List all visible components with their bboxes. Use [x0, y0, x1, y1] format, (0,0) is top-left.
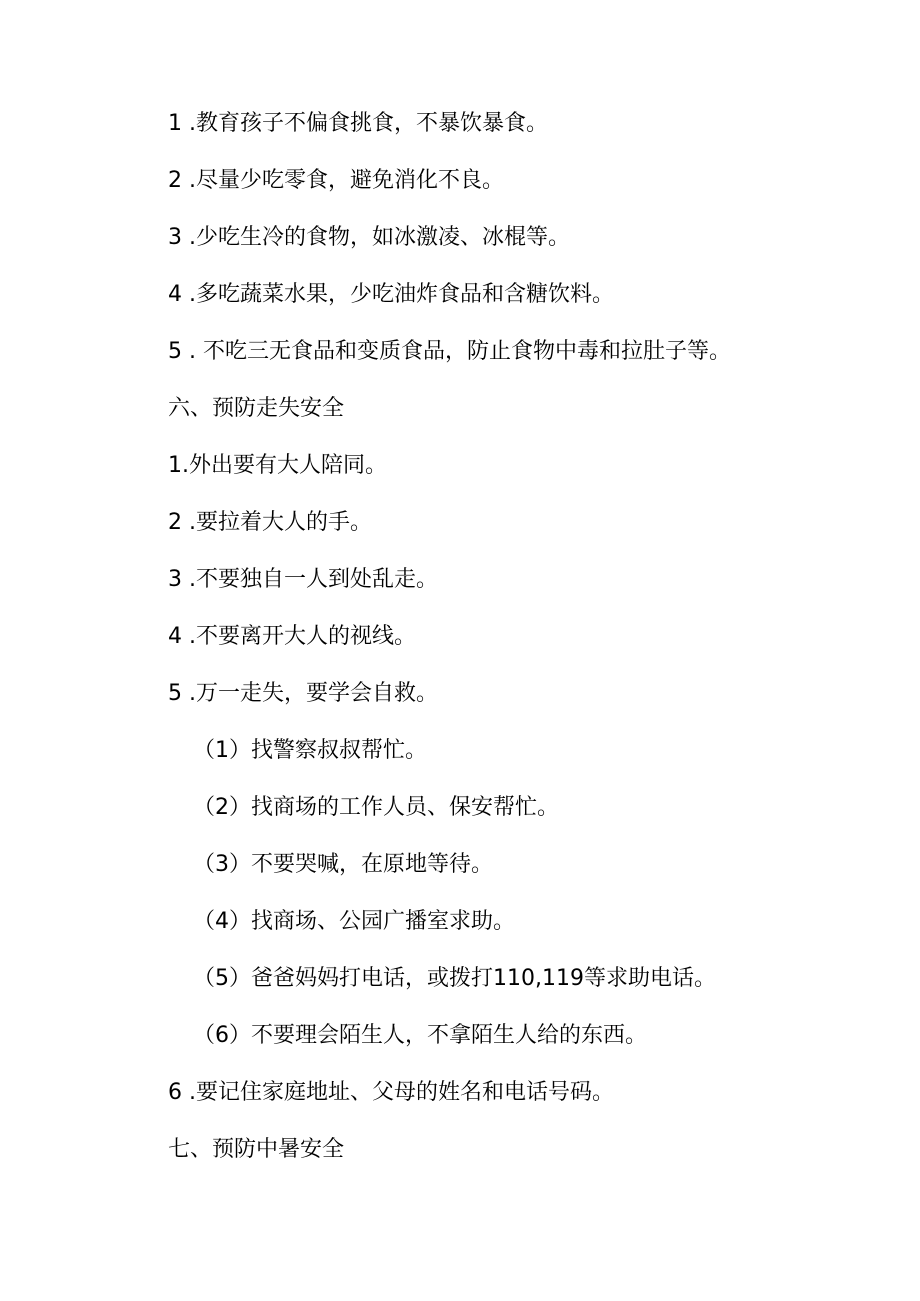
self-rescue-item-4: （4）找商场、公园广播室求助。 [193, 909, 515, 934]
lost-item-3: 3 .不要独自一人到处乱走。 [168, 567, 438, 592]
self-rescue-item-3: （3）不要哭喊，在原地等待。 [193, 852, 493, 877]
section-heading-6: 六、预防走失安全 [168, 396, 345, 421]
diet-item-3: 3 .少吃生冷的食物，如冰激凌、冰棍等。 [168, 225, 570, 250]
diet-item-2: 2 .尽量少吃零食，避免消化不良。 [168, 168, 504, 193]
diet-item-5: 5 . 不吃三无食品和变质食品，防止食物中毒和拉肚子等。 [168, 339, 731, 364]
lost-item-6: 6 .要记住家庭地址、父母的姓名和电话号码。 [168, 1080, 614, 1105]
self-rescue-item-5: （5）爸爸妈妈打电话，或拨打110,119等求助电话。 [193, 966, 716, 991]
self-rescue-item-6: （6）不要理会陌生人，不拿陌生人给的东西。 [193, 1023, 647, 1048]
lost-item-4: 4 .不要离开大人的视线。 [168, 624, 416, 649]
lost-item-5: 5 .万一走失，要学会自救。 [168, 681, 438, 706]
diet-item-1: 1 .教育孩子不偏食挑食，不暴饮暴食。 [168, 111, 548, 136]
diet-item-4: 4 .多吃蔬菜水果，少吃油炸食品和含糖饮料。 [168, 282, 614, 307]
lost-item-1: 1.外出要有大人陪同。 [168, 453, 387, 478]
self-rescue-item-2: （2）找商场的工作人员、保安帮忙。 [193, 795, 559, 820]
self-rescue-item-1: （1）找警察叔叔帮忙。 [193, 738, 427, 763]
section-heading-7: 七、预防中暑安全 [168, 1137, 345, 1162]
lost-item-2: 2 .要拉着大人的手。 [168, 510, 372, 535]
